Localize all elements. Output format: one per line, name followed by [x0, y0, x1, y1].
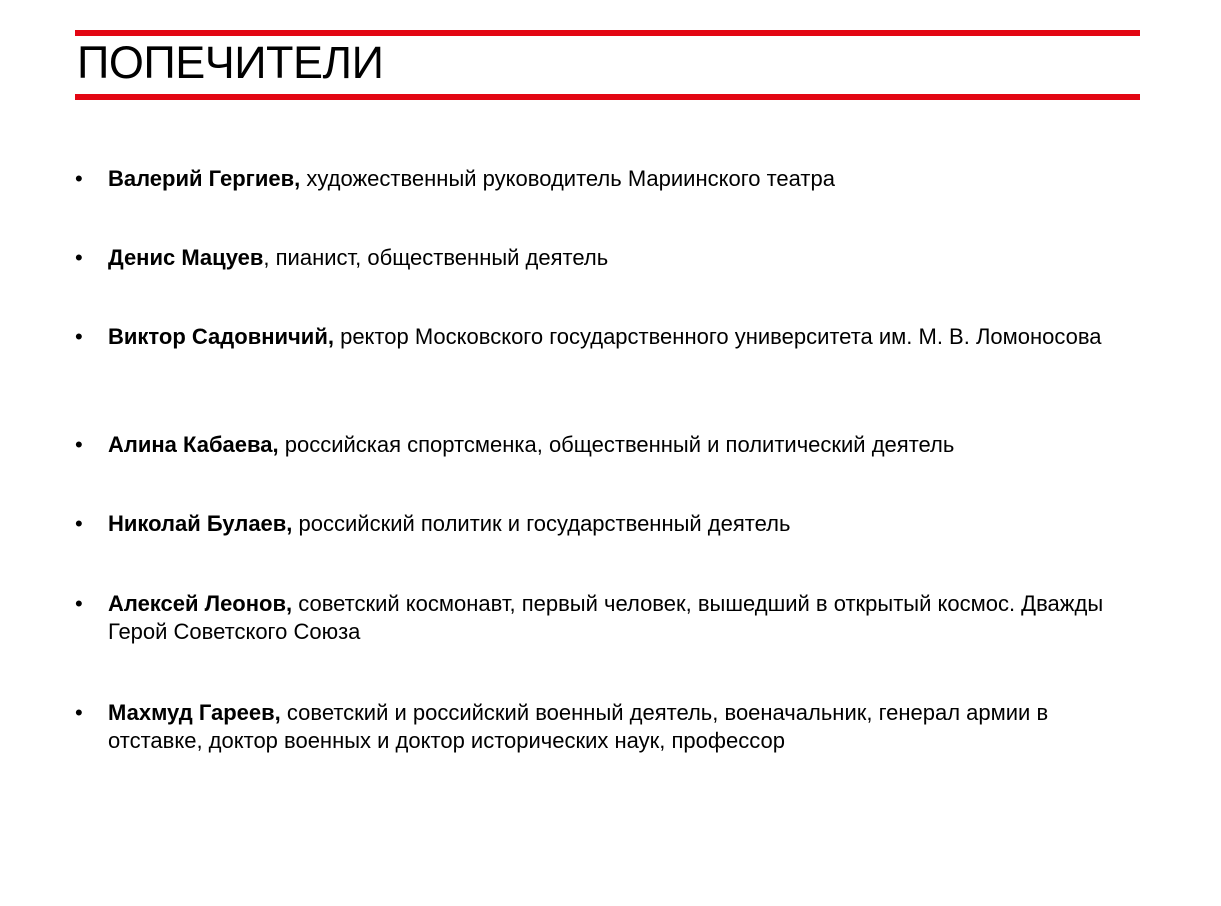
trustee-item: [75, 699, 1148, 755]
trustee-item: [75, 323, 1108, 351]
bullet-icon: •: [75, 324, 83, 349]
bullet-icon: •: [75, 700, 83, 725]
title-top-rule: [75, 30, 1140, 36]
trustee-name: Алина Кабаева,: [108, 432, 279, 457]
bullet-icon: •: [75, 591, 83, 616]
trustee-description: художественный руководитель Мариинского театра: [300, 166, 835, 191]
bullet-icon: •: [75, 166, 83, 191]
bullet-icon: •: [75, 432, 83, 457]
trustee-description: российская спортсменка, общественный и политический деятель: [278, 432, 955, 457]
trustee-name: Махмуд Гареев,: [108, 700, 281, 725]
bullet-icon: •: [75, 245, 83, 270]
trustee-description: советский и российский военный деятель, военачальник, генерал армии в отставке, доктор военных и доктор исторических наук, профессор: [108, 700, 1049, 753]
trustee-description: советский космонавт, первый человек, вышедший в открытый космос. Дважды Герой Советского Союза: [108, 591, 1104, 644]
trustee-name: Валерий Гергиев,: [108, 166, 301, 191]
trustee-name: Денис Мацуев: [108, 245, 264, 270]
trustee-item: [75, 244, 1168, 272]
trustee-name: Виктор Садовничий,: [108, 324, 334, 349]
trustee-description: ректор Московского государственного университета им. М. В. Ломоносова: [333, 324, 1102, 349]
trustee-name: Николай Булаев,: [108, 511, 293, 536]
trustee-name: Алексей Леонов,: [108, 591, 293, 616]
title-bottom-rule: [75, 94, 1140, 100]
trustee-item: [75, 431, 1168, 459]
trustee-item: [75, 590, 1138, 646]
trustee-description: российский политик и государственный деятель: [292, 511, 791, 536]
bullet-icon: •: [75, 511, 83, 536]
page-title: ПОПЕЧИТЕЛИ: [77, 37, 384, 88]
trustee-description: , пианист, общественный деятель: [263, 245, 609, 270]
trustee-item: [75, 510, 1168, 538]
trustee-item: [75, 165, 1168, 193]
